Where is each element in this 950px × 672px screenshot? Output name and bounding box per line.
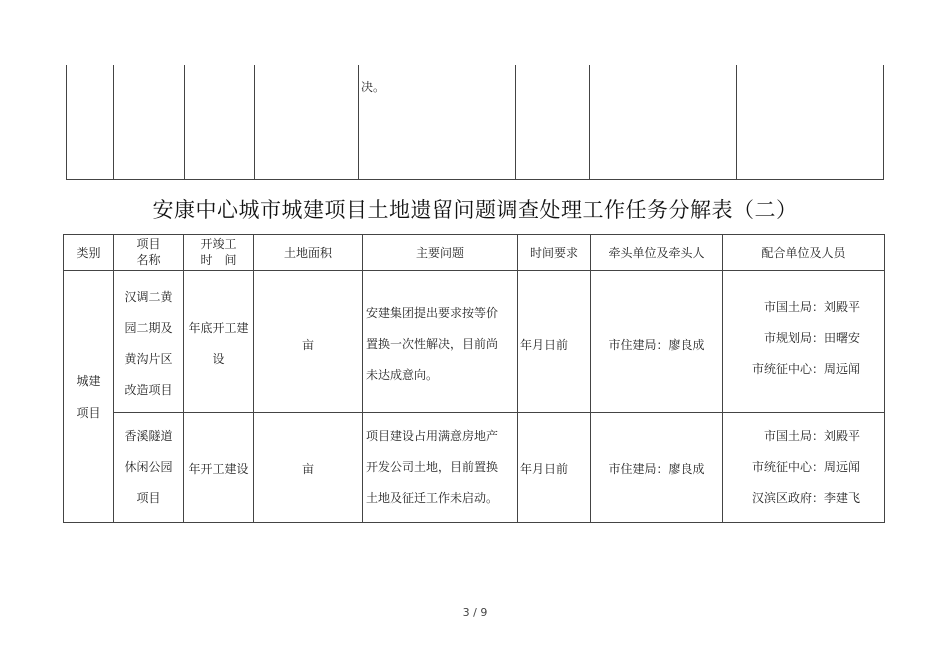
table-border-right xyxy=(884,234,885,523)
project-name-line: 汉调二黄 xyxy=(124,290,173,304)
header-category: 类别 xyxy=(76,246,101,260)
header-lead-unit: 牵头单位及牵头人 xyxy=(608,246,705,260)
schedule-line: 设 xyxy=(212,352,225,366)
prev-table-border xyxy=(66,65,67,179)
project-name-line: 香溪隧道 xyxy=(124,429,173,443)
land-area: 亩 xyxy=(301,338,314,352)
project-name-line: 黄沟片区 xyxy=(124,352,173,366)
table-col-divider xyxy=(590,234,591,523)
document-title: 安康中心城市城建项目土地遗留问题调查处理工作任务分解表（二） xyxy=(152,198,798,222)
issue-line: 项目建设占用满意房地产 xyxy=(366,429,499,443)
issue-line: 土地及征迁工作未启动。 xyxy=(366,491,499,505)
table-col-divider xyxy=(253,234,254,523)
project-name-line: 改造项目 xyxy=(124,383,173,397)
category-line2: 项目 xyxy=(76,406,101,420)
prev-table-border xyxy=(589,65,590,179)
project-name xyxy=(113,282,184,406)
table-border-top xyxy=(63,234,885,235)
header-schedule-line1: 开竣工 xyxy=(200,237,237,251)
prev-table-border xyxy=(184,65,185,179)
project-name-line: 项目 xyxy=(136,491,161,505)
issue-line: 未达成意向。 xyxy=(366,368,439,382)
prev-table-border xyxy=(736,65,737,179)
partner-units xyxy=(722,292,860,385)
prev-table-border xyxy=(883,65,884,179)
header-land-area: 土地面积 xyxy=(283,246,332,260)
header-schedule-line2: 时 间 xyxy=(200,253,237,267)
header-deadline: 时间要求 xyxy=(529,246,578,260)
issue-line: 安建集团提出要求按等价 xyxy=(366,306,499,320)
prev-table-border xyxy=(515,65,516,179)
partner-line: 汉滨区政府：李建飞 xyxy=(751,491,860,505)
partner-line: 市统征中心：周远闻 xyxy=(751,362,860,376)
header-project-name-line2: 名称 xyxy=(136,253,161,267)
table-col-divider xyxy=(362,234,363,523)
deadline: 年月日前 xyxy=(520,462,569,476)
issue-line: 置换一次性解决，目前尚 xyxy=(366,337,499,351)
prev-table-border xyxy=(358,65,359,179)
header-partner-units: 配合单位及人员 xyxy=(761,246,846,260)
partner-units xyxy=(722,421,860,514)
partner-line: 市统征中心：周远闻 xyxy=(751,460,860,474)
prev-table-cell-text: 决。 xyxy=(361,80,386,94)
issue-line: 开发公司土地，目前置换 xyxy=(366,460,499,474)
land-area: 亩 xyxy=(301,462,314,476)
project-name-line: 园二期及 xyxy=(124,321,173,335)
prev-table-border xyxy=(113,65,114,179)
deadline: 年月日前 xyxy=(520,338,569,352)
main-issue xyxy=(366,298,498,391)
table-border-bottom xyxy=(63,522,885,523)
table-border-header-bottom xyxy=(63,270,885,271)
category-line1: 城建 xyxy=(76,374,101,388)
lead-unit: 市住建局：廖良成 xyxy=(608,338,705,352)
lead-unit: 市住建局：廖良成 xyxy=(608,462,705,476)
partner-line: 市规划局：田曙安 xyxy=(763,331,860,345)
schedule-line: 年底开工建 xyxy=(188,321,249,335)
header-main-issue: 主要问题 xyxy=(415,246,464,260)
table-border-row-divider xyxy=(113,412,885,413)
project-name xyxy=(113,421,184,514)
schedule xyxy=(183,313,254,375)
main-issue xyxy=(366,421,498,514)
prev-table-border xyxy=(254,65,255,179)
header-project-name-line1: 项目 xyxy=(136,237,161,251)
schedule: 年开工建设 xyxy=(188,462,249,476)
prev-table-border xyxy=(66,179,884,180)
page-number: 3 / 9 xyxy=(462,606,488,619)
partner-line: 市国土局：刘殿平 xyxy=(763,429,860,443)
table-col-divider xyxy=(517,234,518,523)
project-name-line: 休闲公园 xyxy=(124,460,173,474)
partner-line: 市国土局：刘殿平 xyxy=(763,300,860,314)
